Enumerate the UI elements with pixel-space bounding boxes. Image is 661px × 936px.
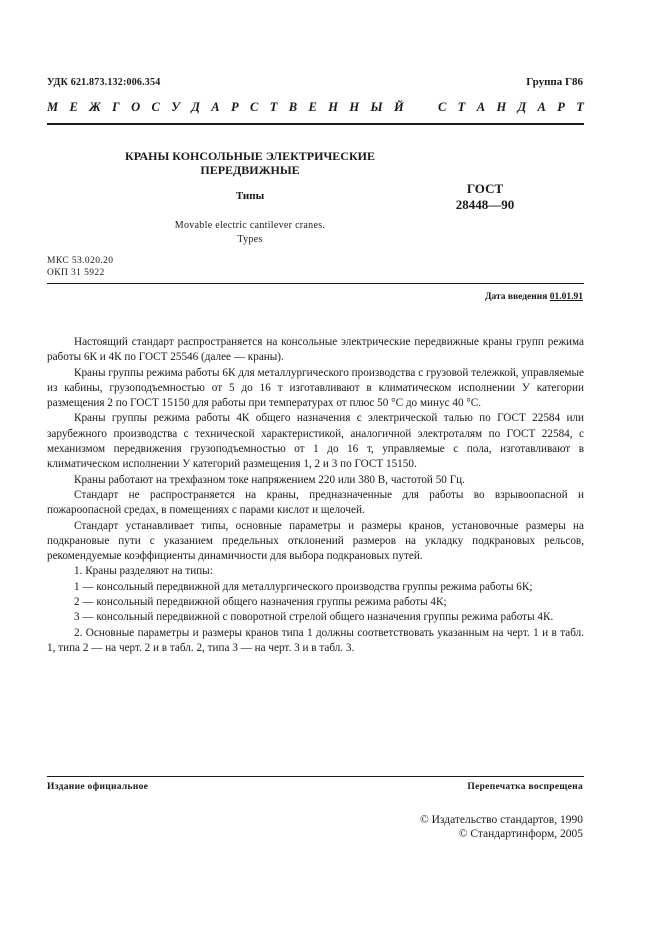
paragraph: Настоящий стандарт распространяется на консольные электрические передвижные краны групп режима работы 6К и 4К по ГОСТ 25546 (далее — краны). [47,336,584,364]
paragraph: Стандарт устанавливает типы, основные параметры и размеры кранов, установочные размеры на подкрановые пути с указанием предельных отклонений размеров на укладку подкрановых рельсов, рекомендуемые коэффициенты динамичности для выбора подкрановых путей. [47,519,584,563]
mks-code: МКС 53.020.20 [47,256,114,266]
title-line-2: ПЕРЕДВИЖНЫЕ [200,163,300,177]
paragraph: 3 — консольный передвижной с поворотной стрелой общего назначения группы режима работы 4К. [74,611,554,624]
gost-number: 28448—90 [455,197,515,212]
subtitle-en [110,219,390,247]
interstate-standard-banner: М Е Ж Г О С У Д А Р С Т В Е Н Н Ы Й С Т А Н Д А Р Т [47,100,584,114]
date-label: Дата введения [484,292,550,302]
document-title [110,149,390,177]
copyright-line-2: © Стандартинформ, 2005 [458,828,583,840]
copyright-line-1: © Издательство стандартов, 1990 [419,814,583,826]
title-line-1: КРАНЫ КОНСОЛЬНЫЕ ЭЛЕКТРИЧЕСКИЕ [125,149,375,163]
date-value: 01.01.91 [549,292,583,302]
subtitle-en-line-2: Types [237,234,263,245]
paragraph: 1. Краны разделяют на типы: [74,565,213,578]
classification-codes [47,255,113,279]
udk-code: УДК 621.873.132:006.354 [47,77,161,88]
introduction-date [485,292,583,302]
paragraph: 2 — консольный передвижной общего назначения группы режима работы 4К; [74,596,447,609]
paragraph: Стандарт не распространяется на краны, предназначенные для работы во взрывоопасной и пожароопасной средах, в помещениях с парами кислот и щелочей. [47,488,584,517]
document-body [47,335,584,656]
codes-divider [47,283,584,284]
paragraph: Краны работают на трехфазном токе напряжением 220 или 380 В, частотой 50 Гц. [74,473,465,486]
gost-designation [445,181,525,213]
copyright-block [420,813,583,841]
reprint-prohibited-note: Перепечатка воспрещена [467,782,583,792]
gost-label: ГОСТ [466,181,504,196]
subtitle-ru: Типы [235,190,265,202]
footer-divider [47,776,584,777]
paragraph: 1 — консольный передвижной для металлургического производства группы режима работы 6К; [74,580,533,593]
paragraph: 2. Основные параметры и размеры кранов типа 1 должны соответствовать указанным на черт. 1 и в табл. 1, типа 2 — на черт. 2 и в табл. 2, типа 3 — на черт. 3 и в табл. 3. [47,626,584,654]
subtitle-en-line-1: Movable electric cantilever cranes. [174,220,326,231]
group-code: Группа Г86 [526,76,583,88]
paragraph: Краны группы режима работы 6К для металлургического производства с грузовой тележкой, управляемые из кабины, грузоподъемностью от 5 до 16 т изготавливают в климатическом исполнении У категории размещения 2 по ГОСТ 15150 для работы при температурах от плюс 50 °С до минус 40 °С. [47,366,584,410]
okp-code: ОКП 31 5922 [47,268,105,278]
paragraph: Краны группы режима работы 4К общего назначения с электрической талью по ГОСТ 22584 или зарубежного производства с технической характеристикой, аналогичной электроталям по ГОСТ 22584, с механизмом передвижения грузоподъемностью от 1 до 16 т, управляемые с пола, изготавливают в климатическом исполнении У категорий размещения 1, 2 и 3 по ГОСТ 15150. [47,412,584,471]
header-divider [47,123,584,125]
official-edition-note: Издание официальное [47,782,149,792]
